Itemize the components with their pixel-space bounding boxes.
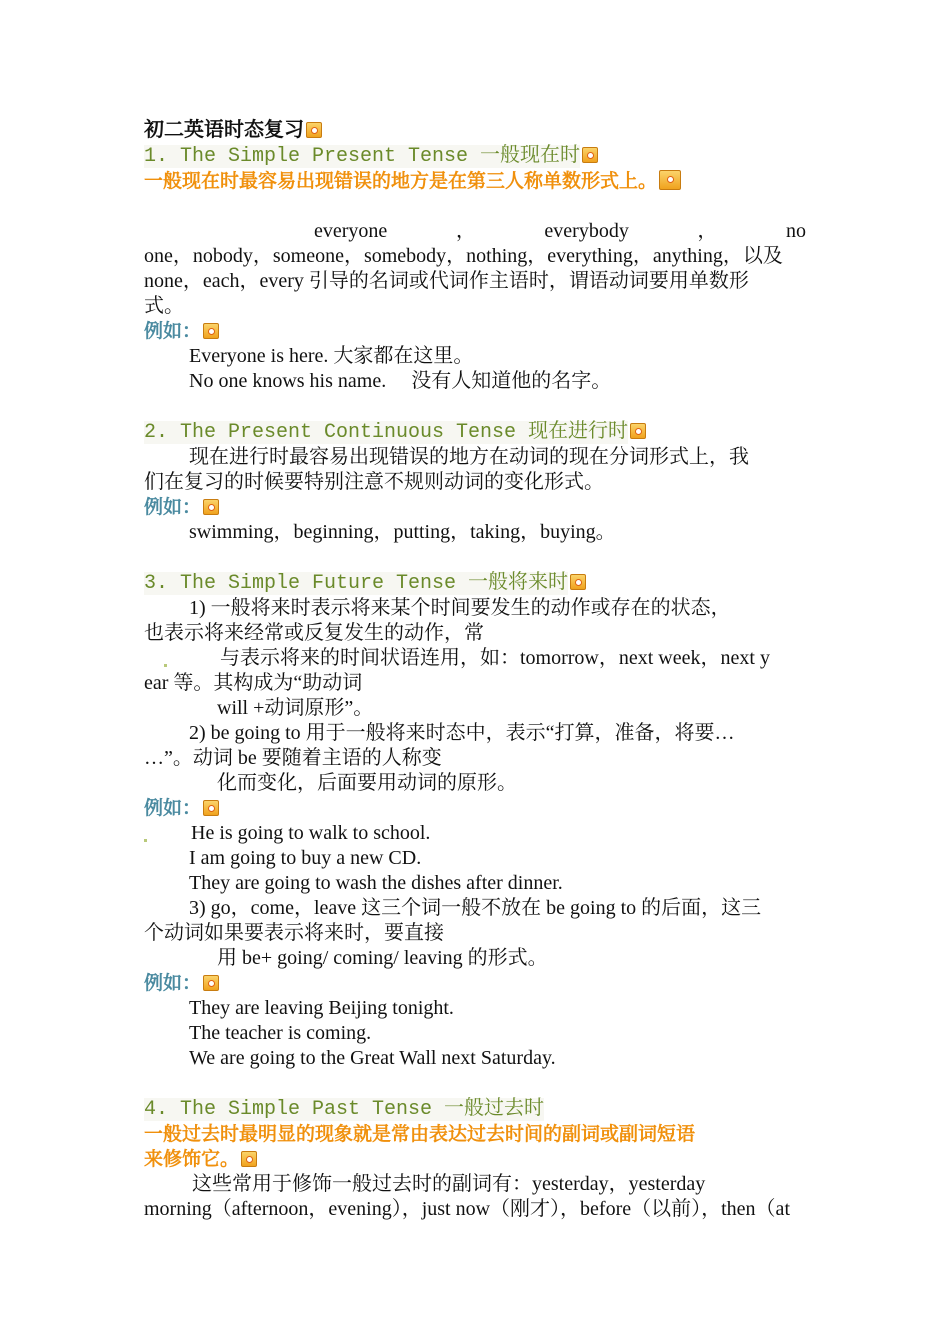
section2-body-line: 现在进行时最容易出现错误的地方在动词的现在分词形式上，我	[189, 446, 749, 468]
spacer	[144, 545, 806, 570]
section1-key-point-text: 一般现在时最容易出现错误的地方是在第三人称单数形式上。	[144, 170, 658, 192]
example-label: 例如：	[144, 797, 202, 819]
section2-example-label	[144, 495, 806, 520]
section1-word-row	[314, 219, 806, 244]
example-label: 例如：	[144, 320, 202, 342]
image-placeholder-icon	[203, 323, 219, 339]
section3-example-label	[144, 796, 806, 821]
example-sentence-row	[144, 821, 806, 846]
section1-body-line: one，nobody，someone，somebody，nothing，everything，anything，以及	[144, 245, 783, 267]
spacer	[144, 194, 806, 219]
example-sentence: I am going to buy a new CD.	[189, 847, 422, 869]
spacer	[144, 394, 806, 419]
section1-body-line: 式。	[144, 295, 184, 317]
section3-body-line: 1) 一般将来时表示将来某个时间要发生的动作或存在的状态，	[189, 597, 731, 619]
section4-heading	[144, 1096, 806, 1122]
section4-key-text: 来修饰它。	[144, 1148, 240, 1170]
example-sentence: He is going to walk to school.	[191, 822, 431, 844]
section2-heading	[144, 419, 806, 445]
section3-body-line: 化而变化，后面要用动词的原形。	[217, 772, 517, 794]
image-placeholder-icon	[203, 499, 219, 515]
image-placeholder-icon	[241, 1151, 257, 1167]
image-placeholder-icon	[203, 800, 219, 816]
section3-body-line: 3) go，come，leave 这三个词一般不放在 be going to 的后面，这三	[189, 897, 762, 919]
example-sentence: They are going to wash the dishes after dinner.	[189, 872, 563, 894]
section3-example-label	[144, 971, 806, 996]
image-placeholder-icon	[659, 170, 681, 190]
section3-body-line: 2) be going to 用于一般将来时态中，表示“打算，准备，将要…	[189, 722, 735, 744]
section4-key-line	[144, 1147, 806, 1172]
section3-body-line: …”。动词 be 要随着主语的人称变	[144, 747, 442, 769]
example-sentence: We are going to the Great Wall next Saturday.	[189, 1047, 556, 1069]
example-sentence: swimming，beginning，putting，taking，buying。	[189, 521, 616, 543]
image-placeholder-icon	[630, 423, 646, 439]
example-label: 例如：	[144, 496, 202, 518]
example-sentence: Everyone is here. 大家都在这里。	[189, 345, 474, 367]
word: no	[785, 220, 806, 242]
document-title-text: 初二英语时态复习	[144, 119, 304, 141]
section3-body-line	[144, 646, 806, 671]
example-sentence: They are leaving Beijing tonight.	[189, 997, 454, 1019]
example-label: 例如：	[144, 972, 202, 994]
section1-key-point	[144, 169, 806, 194]
section3-body-line: 用 be+ going/ coming/ leaving 的形式。	[217, 947, 548, 969]
document-title	[144, 118, 806, 143]
section3-body-line: 也表示将来经常或反复发生的动作，常	[144, 622, 484, 644]
word: everybody	[544, 220, 629, 242]
section2-heading-text: 2. The Present Continuous Tense 现在进行时	[144, 421, 629, 444]
section3-body-line: 个动词如果要表示将来时，要直接	[144, 922, 444, 944]
section1-body-line	[144, 219, 806, 244]
spacer	[144, 1071, 806, 1096]
image-placeholder-icon	[306, 122, 322, 138]
section4-body-line: morning（afternoon，evening），just now（刚才），before（以前），then（at	[144, 1198, 790, 1220]
document-page	[144, 118, 806, 1222]
image-placeholder-icon	[203, 975, 219, 991]
image-placeholder-icon	[570, 574, 586, 590]
section1-example-label	[144, 319, 806, 344]
image-placeholder-icon	[582, 147, 598, 163]
section4-key-line	[144, 1122, 806, 1147]
word: everyone	[314, 220, 388, 242]
section1-heading-text: 1. The Simple Present Tense 一般现在时	[144, 145, 581, 168]
word: ，	[455, 220, 476, 242]
section3-heading-text: 3. The Simple Future Tense 一般将来时	[144, 572, 569, 595]
section3-body-line: ear 等。其构成为“助动词	[144, 672, 363, 694]
section1-heading	[144, 143, 806, 169]
section4-heading-text: 4. The Simple Past Tense 一般过去时	[144, 1098, 545, 1121]
example-sentence: No one knows his name. 没有人知道他的名字。	[189, 370, 612, 392]
section3-heading	[144, 570, 806, 596]
section3-body-line: will +动词原形”。	[217, 697, 374, 719]
section1-body-line: none，each，every 引导的名词或代词作主语时，谓语动词要用单数形	[144, 270, 749, 292]
section4-key-text: 一般过去时最明显的现象就是常由表达过去时间的副词或副词短语	[144, 1123, 696, 1145]
section4-body-line: 这些常用于修饰一般过去时的副词有：yesterday，yesterday	[192, 1173, 706, 1195]
section3-body-text: 与表示将来的时间状语连用，如：tomorrow，next week，next y	[220, 647, 770, 669]
word: ，	[697, 220, 718, 242]
example-sentence: The teacher is coming.	[189, 1022, 372, 1044]
section2-body-line: 们在复习的时候要特别注意不规则动词的变化形式。	[144, 471, 604, 493]
